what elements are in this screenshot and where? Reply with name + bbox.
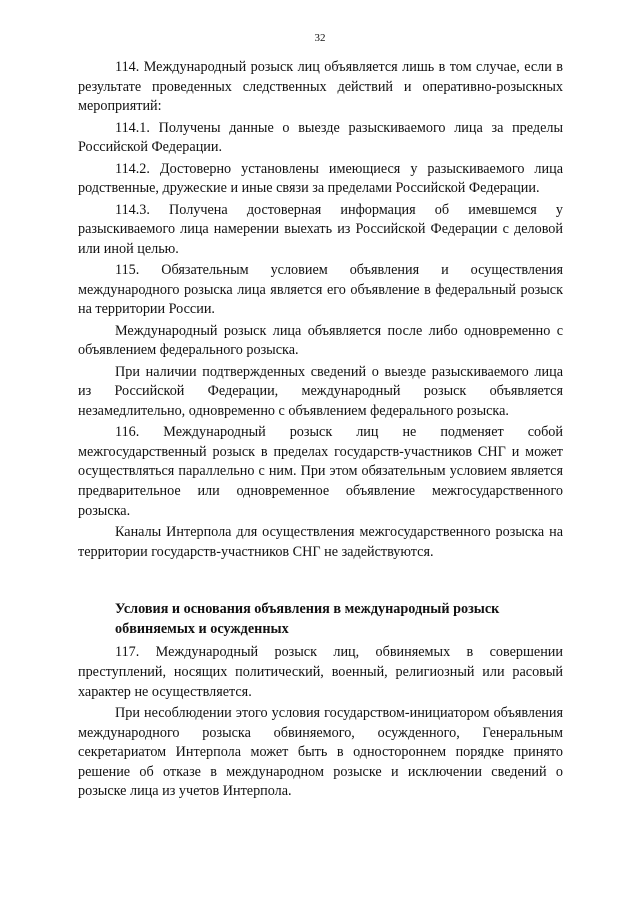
paragraph-115: 115. Обязательным условием объявления и осуществления международного розыска лица является его объявление в федеральный розыск на территории России.	[78, 262, 563, 318]
paragraph-115-continued: Международный розыск лица объявляется после либо одновременно с объявлением федерального розыска.	[78, 322, 563, 359]
paragraph-117-continued: При несоблюдении этого условия государством-инициатором объявления международного розыска обвиняемого, осужденного, Генеральным секретариатом Интерпола может быть в одностороннем порядке принято решение об отказе в международном розыске и исключении сведений о розыске лица из учетов Интерпола.	[78, 704, 563, 800]
paragraph-116: 116. Международный розыск лиц не подменяет собой межгосударственный розыск в пределах государств-участников СНГ и может осуществляться параллельно с ним. При этом обязательным условием является предварительное или одновременное объявление межгосударственного розыска.	[78, 424, 563, 519]
page-number: 32	[314, 32, 326, 44]
paragraph-117: 117. Международный розыск лиц, обвиняемых в совершении преступлений, носящих политический, военный, религиозный или расовый характер не осуществляется.	[78, 644, 563, 700]
paragraph-114-3: 114.3. Получена достоверная информация об имевшемся у разыскиваемого лица намерении выехать из Российской Федерации с деловой или иной целью.	[78, 201, 563, 257]
paragraph-114-1: 114.1. Получены данные о выезде разыскиваемого лица за пределы Российской Федерации.	[78, 119, 563, 156]
paragraph-115-details: При наличии подтвержденных сведений о выезде разыскиваемого лица из Российской Федерации, международный розыск объявляется незамедлительно, одновременно с объявлением федерального розыска.	[78, 363, 563, 419]
document-body	[78, 58, 563, 804]
paragraph-114-2: 114.2. Достоверно установлены имеющиеся у разыскиваемого лица родственные, дружеские и иные связи за пределами Российской Федерации.	[78, 160, 563, 197]
paragraph-114: 114. Международный розыск лиц объявляется лишь в том случае, если в результате проведенных следственных действий и оперативно-розыскных мероприятий:	[78, 59, 563, 115]
section-heading: Условия и основания объявления в международный розыск обвиняемых и осужденных	[115, 601, 500, 637]
paragraph-116-interpol: Каналы Интерпола для осуществления межгосударственного розыска на территории государств-участников СНГ не задействуются.	[78, 524, 563, 560]
